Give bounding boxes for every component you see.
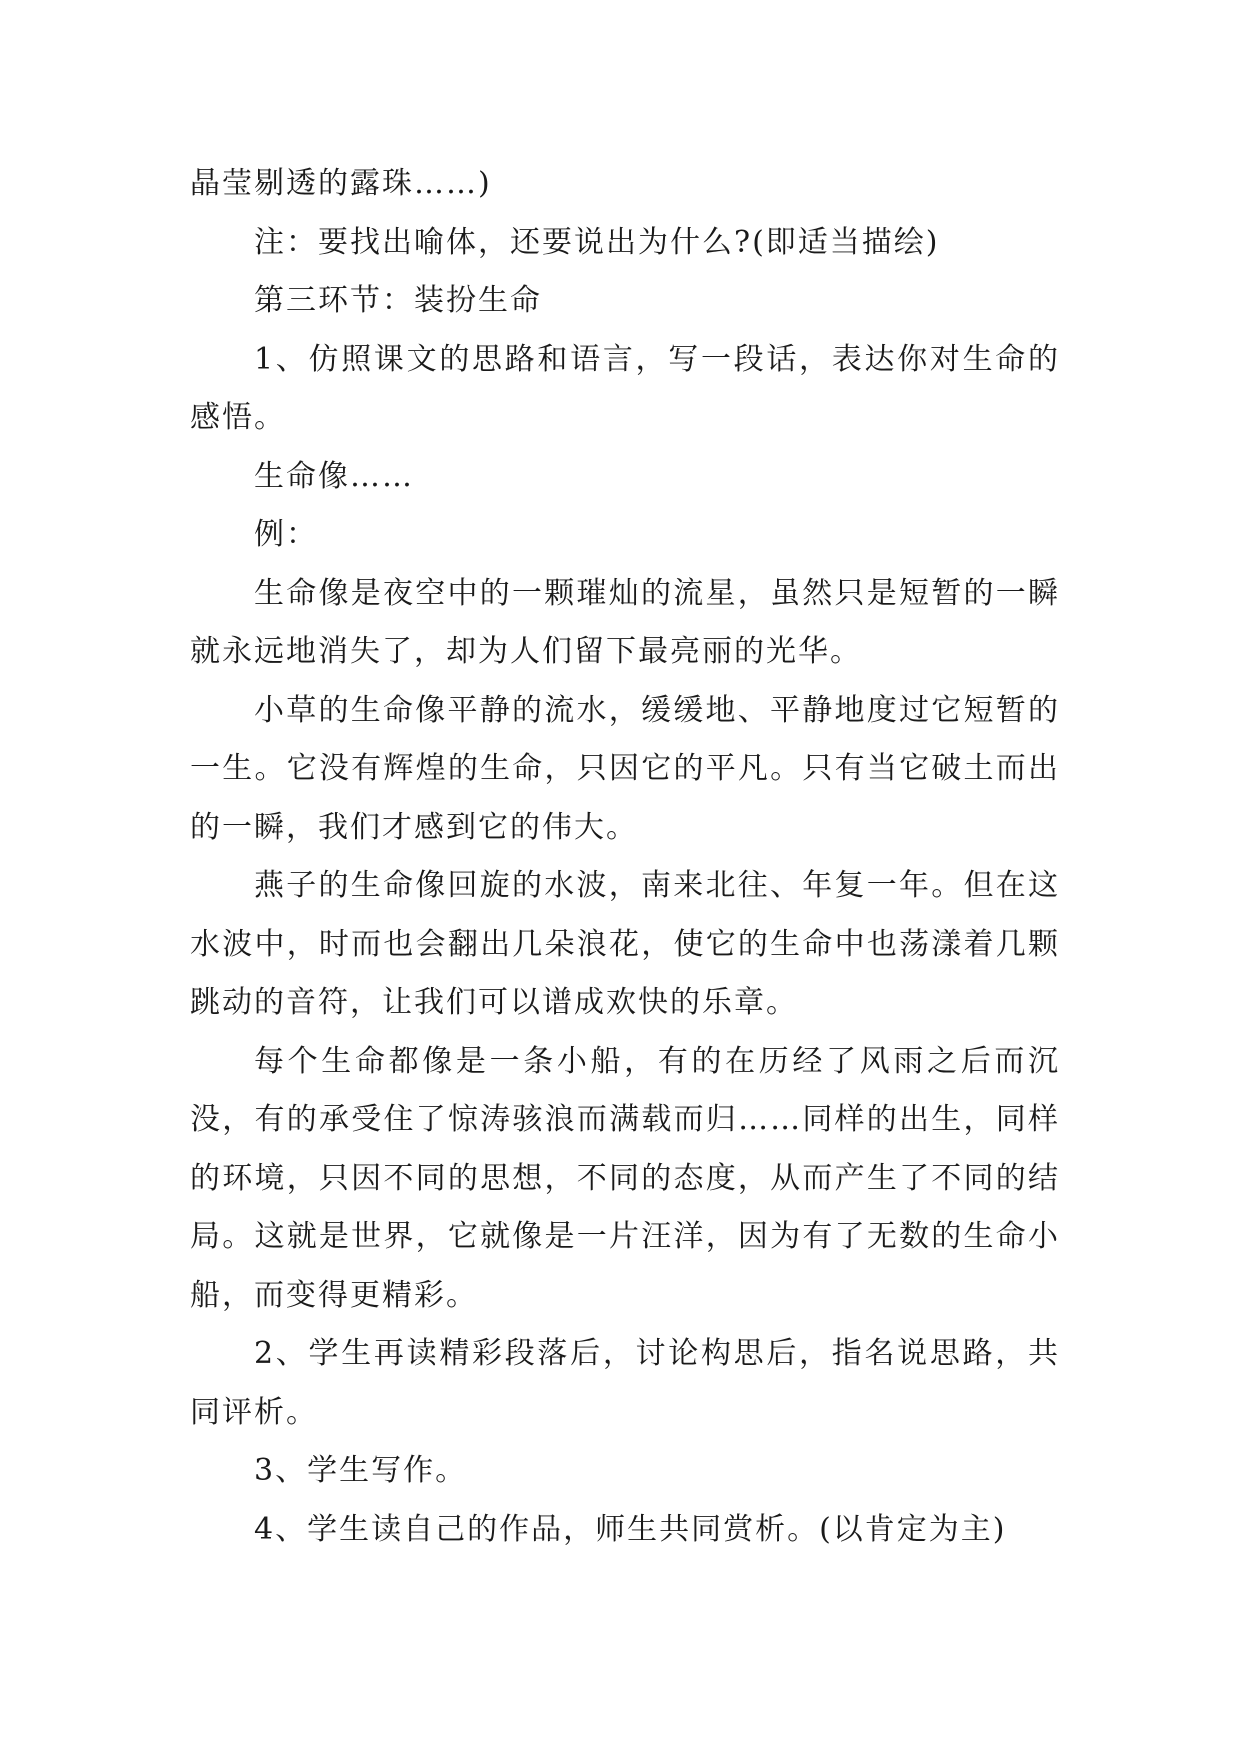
paragraph-step-2: 2、学生再读精彩段落后，讨论构思后，指名说思路，共同评析。 — [190, 1336, 1060, 1430]
paragraph-example-grass: 小草的生命像平静的流水，缓缓地、平静地度过它短暂的一生。它没有辉煌的生命，只因它的平凡。只有当它破土而出的一瞬，我们才感到它的伟大。 — [190, 692, 1060, 845]
paragraph-example-meteor: 生命像是夜空中的一颗璀灿的流星，虽然只是短暂的一瞬就永远地消失了，却为人们留下最亮丽的光华。 — [190, 575, 1060, 669]
section-heading: 第三环节：装扮生命 — [254, 283, 542, 318]
paragraph-step-3: 3、学生写作。 — [254, 1453, 468, 1488]
paragraph-step-1: 1、仿照课文的思路和语言，写一段话，表达你对生命的感悟。 — [190, 341, 1060, 435]
document-body — [190, 155, 1060, 1559]
paragraph-step-4: 4、学生读自己的作品，师生共同赏析。(以肯定为主) — [254, 1511, 1007, 1547]
paragraph-example-label: 例： — [254, 517, 318, 552]
paragraph-note: 注：要找出喻体，还要说出为什么?(即适当描绘) — [254, 224, 940, 260]
paragraph-example-boat: 每个生命都像是一条小船，有的在历经了风雨之后而沉没，有的承受住了惊涛骇浪而满载而归……同样的出生，同样的环境，只因不同的思想，不同的态度，从而产生了不同的结局。这就是世界，它就像是一片汪洋，因为有了无数的生命小船，而变得更精彩。 — [190, 1043, 1060, 1313]
paragraph-prompt: 生命像…… — [254, 458, 414, 494]
paragraph-example-swallow: 燕子的生命像回旋的水波，南来北往、年复一年。但在这水波中，时而也会翻出几朵浪花，使它的生命中也荡漾着几颗跳动的音符，让我们可以谱成欢快的乐章。 — [190, 868, 1060, 1020]
paragraph-continuation: 晶莹剔透的露珠……) — [190, 166, 492, 201]
